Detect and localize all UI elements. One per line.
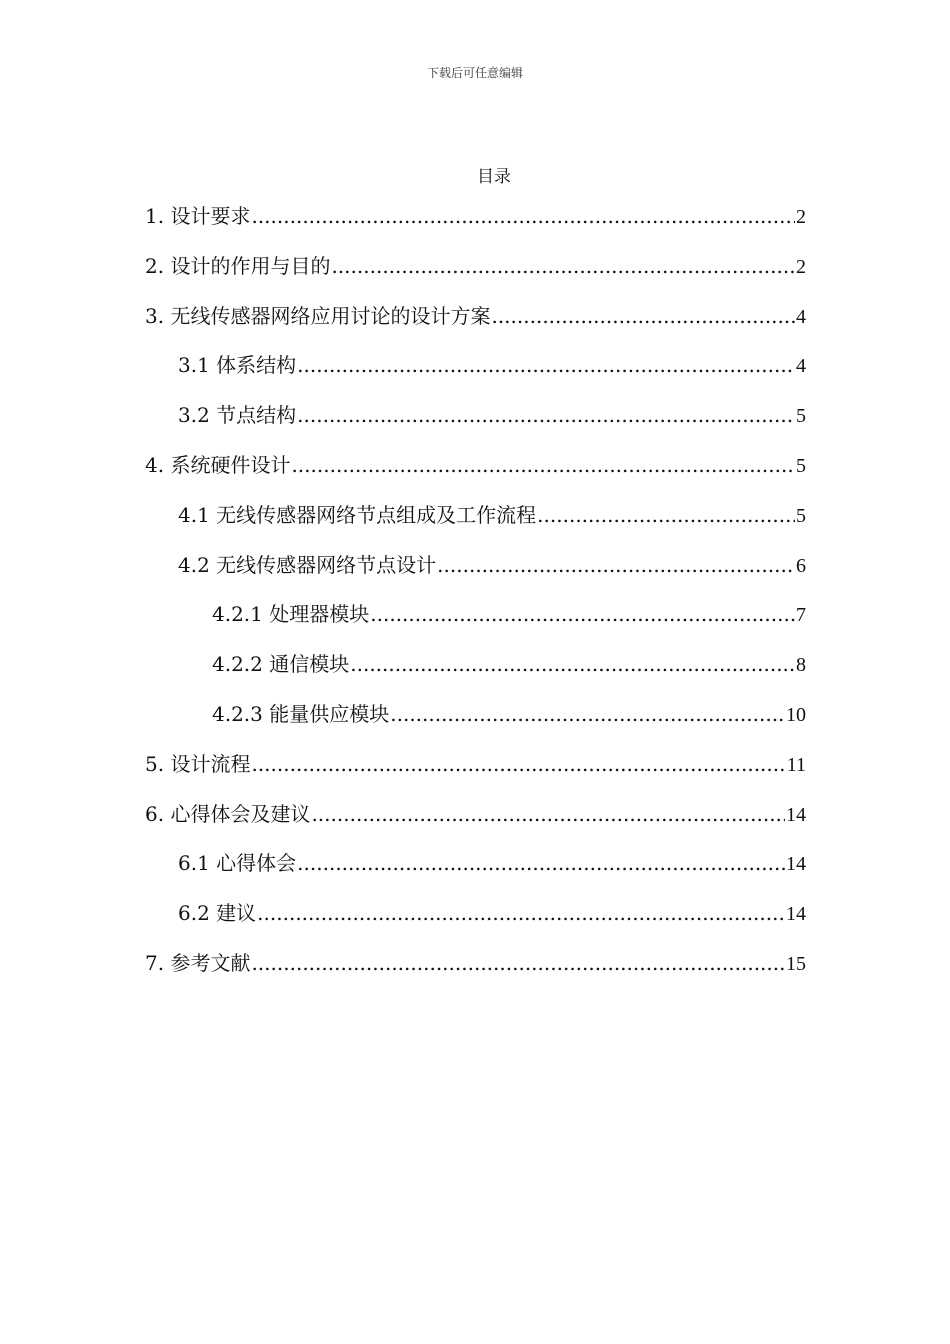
toc-entry[interactable] (145, 296, 806, 336)
toc-entry[interactable] (145, 794, 806, 834)
toc-leader-dots (537, 495, 795, 535)
toc-page-number: 11 (786, 753, 806, 776)
toc-leader-dots (331, 246, 795, 286)
toc-entry-text: 4.2.1 处理器模块 (212, 602, 370, 627)
toc-leader-dots (390, 694, 785, 734)
toc-entry-text: 4.2.3 能量供应模块 (212, 702, 390, 726)
toc-leader-dots (257, 893, 785, 933)
toc-entry-text: 3.1 体系结构 (178, 353, 297, 378)
toc-page-number: 2 (796, 255, 806, 278)
toc-entry-text: 4. 系统硬件设计 (145, 453, 291, 477)
toc-entry[interactable] (212, 694, 806, 734)
toc-entry[interactable] (178, 345, 806, 385)
toc-entry[interactable] (145, 246, 806, 286)
page-header: 下载后可任意编辑 (426, 66, 523, 80)
toc-entry-text: 3. 无线传感器网络应用讨论的设计方案 (145, 303, 491, 328)
toc-page-number: 7 (796, 604, 806, 627)
toc-entry-text: 4.2 无线传感器网络节点设计 (178, 552, 437, 577)
toc-entry-text: 5. 设计流程 (145, 751, 251, 776)
toc-leader-dots (437, 545, 795, 585)
toc-entry-text: 3.2 节点结构 (178, 403, 297, 428)
toc-entry-text: 1. 设计要求 (145, 204, 251, 228)
toc-leader-dots (370, 594, 795, 634)
toc-entry[interactable] (178, 843, 806, 883)
toc-title: 目录 (477, 167, 511, 187)
toc-entry[interactable] (145, 943, 806, 983)
toc-page-number: 5 (796, 504, 806, 527)
toc-page-number: 5 (796, 405, 806, 428)
toc-entry-text: 6.2 建议 (178, 901, 257, 926)
toc-entry[interactable] (178, 495, 806, 535)
toc-leader-dots (491, 296, 795, 336)
toc-page-number: 14 (786, 903, 806, 926)
toc-page-number: 5 (796, 455, 806, 477)
toc-entry[interactable] (178, 395, 806, 435)
toc-leader-dots (251, 943, 785, 983)
toc-leader-dots (297, 345, 795, 385)
toc-leader-dots (251, 744, 785, 784)
toc-leader-dots (311, 794, 785, 834)
toc-entry[interactable] (145, 744, 806, 784)
toc-page-number: 14 (786, 853, 806, 876)
toc-leader-dots (350, 644, 795, 684)
toc-entry[interactable] (178, 545, 806, 585)
toc-entry-text: 6. 心得体会及建议 (145, 801, 311, 826)
toc-page-number: 15 (786, 953, 806, 975)
toc-entry[interactable] (212, 594, 806, 634)
toc-entry-text: 6.1 心得体会 (178, 851, 297, 876)
toc-page-number: 14 (786, 803, 806, 826)
toc-entry-text: 4.1 无线传感器网络节点组成及工作流程 (178, 502, 537, 527)
toc-leader-dots (291, 445, 795, 485)
toc-entry[interactable] (212, 644, 806, 684)
toc-leader-dots (251, 196, 795, 236)
toc-page-number: 8 (796, 654, 806, 677)
toc-entry-text: 2. 设计的作用与目的 (145, 253, 331, 278)
toc-page-number: 4 (796, 355, 806, 378)
toc-page-number: 4 (796, 305, 806, 328)
toc-leader-dots (297, 395, 795, 435)
toc-page-number: 6 (796, 554, 806, 577)
toc-entry[interactable] (145, 196, 806, 236)
toc-leader-dots (297, 843, 785, 883)
toc-entry-text: 4.2.2 通信模块 (212, 652, 350, 677)
toc-page-number: 2 (796, 206, 806, 228)
toc-entry-text: 7. 参考文献 (145, 951, 251, 975)
toc-entry[interactable] (178, 893, 806, 933)
toc-page-number: 10 (786, 704, 806, 726)
toc-entry[interactable] (145, 445, 806, 485)
